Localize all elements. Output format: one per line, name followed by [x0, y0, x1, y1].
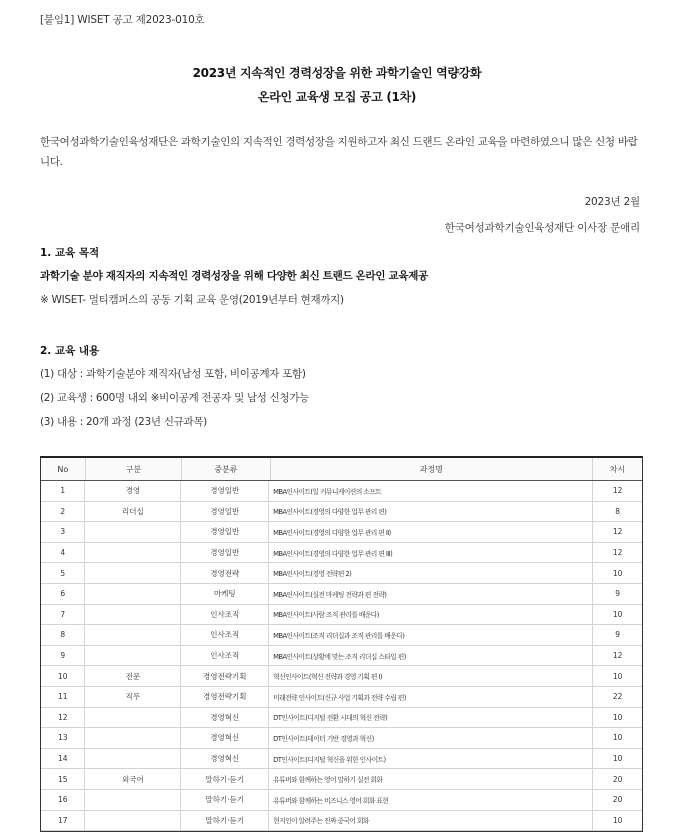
row-course-name: 유튜버와 함께하는 영어 말하기 실전 회화	[269, 769, 593, 789]
row-subcategory: 마케팅	[181, 584, 269, 604]
announcement-number: [붙임1] WISET 공고 제2023-010호	[40, 14, 205, 26]
row-number: 9	[41, 646, 85, 666]
row-course-name: MBA인사이트(경영의 다양한 업무 관리 편 II)	[269, 522, 593, 542]
table-row	[41, 563, 642, 584]
section1-note: ※ WISET- 멀티캠퍼스의 공동 기획 교육 운영(2019년부터 현재까지)	[40, 294, 344, 306]
row-subcategory: 말하기·듣기	[181, 769, 269, 789]
row-subcategory: 인사조직	[181, 625, 269, 645]
row-subcategory: 경영일반	[181, 481, 269, 501]
section2-item-capacity: (2) 교육생 : 600명 내외 ※비이공계 전공자 및 남성 신청가능	[40, 392, 310, 404]
row-course-name: DT인사이트(디지털 전환 시대의 혁신 전략)	[269, 708, 593, 728]
row-course-name: MBA인사이트(실전 마케팅 전략과 편 전략)	[269, 584, 593, 604]
row-subcategory: 경영혁신	[181, 708, 269, 728]
row-hours: 10	[612, 671, 623, 681]
table-row	[41, 625, 642, 646]
row-number: 11	[41, 687, 85, 707]
row-hours: 10	[612, 712, 623, 722]
section2-item-content: (3) 내용 : 20개 과정 (23년 신규과목)	[40, 416, 207, 428]
row-hours: 8	[615, 506, 621, 516]
intro-paragraph: 한국여성과학기술인육성재단은 과학기술인의 지속적인 경력성장을 지원하고자 최신 드랜드 온라인 교육을 마련하였으니 많은 신청 바랍니다.	[40, 136, 638, 168]
row-course-name: DT인사이트(디지털 혁신을 위한 인사이트)	[269, 749, 593, 769]
page-title-line2: 온라인 교육생 모집 공고 (1차)	[257, 90, 417, 104]
row-course-name: MBA인사이트(경영의 다양한 업무 관리 편 III)	[269, 543, 593, 563]
section1-purpose: 과학기술 분야 재직자의 지속적인 경력성장을 위해 다양한 최신 트랜드 온라인 교육제공	[40, 270, 428, 282]
row-category: 외국어	[85, 769, 181, 789]
row-category	[85, 646, 181, 666]
row-subcategory: 경영일반	[181, 543, 269, 563]
table-row	[41, 708, 642, 729]
row-hours: 9	[615, 630, 621, 640]
header-hours: 차시	[609, 464, 626, 474]
issuer-signature: 한국여성과학기술인육성재단 이사장 문애리	[444, 222, 640, 234]
row-subcategory: 경영전략기획	[181, 687, 269, 707]
row-subcategory: 경영혁신	[181, 728, 269, 748]
table-row	[41, 543, 642, 564]
table-row	[41, 646, 642, 667]
row-subcategory: 경영전략기획	[181, 666, 269, 686]
row-hours: 12	[612, 486, 623, 496]
row-number: 5	[41, 563, 85, 583]
table-row	[41, 790, 642, 811]
table-row	[41, 769, 642, 790]
row-number: 4	[41, 543, 85, 563]
table-row	[41, 584, 642, 605]
row-hours: 10	[612, 568, 623, 578]
row-category	[85, 728, 181, 748]
table-row	[41, 749, 642, 770]
row-subcategory: 경영혁신	[181, 749, 269, 769]
row-category	[85, 790, 181, 810]
row-hours: 10	[612, 609, 623, 619]
row-number: 14	[41, 749, 85, 769]
row-category: 리더십	[85, 502, 181, 522]
header-category: 구분	[86, 458, 182, 480]
header-course: 과정명	[271, 458, 593, 480]
header-no: No	[41, 458, 86, 480]
row-number: 2	[41, 502, 85, 522]
page-title-line1: 2023년 지속적인 경력성장을 위한 과학기술인 역량강화	[192, 66, 482, 80]
row-number: 3	[41, 522, 85, 542]
row-hours: 12	[612, 527, 623, 537]
row-category	[85, 584, 181, 604]
row-subcategory: 말하기·듣기	[181, 790, 269, 810]
table-header-row	[41, 458, 642, 481]
row-category	[85, 708, 181, 728]
row-category	[85, 625, 181, 645]
table-row	[41, 502, 642, 523]
row-number: 7	[41, 605, 85, 625]
row-course-name: DT인사이트(데이터 기반 경영과 혁신)	[269, 728, 593, 748]
table-row	[41, 728, 642, 749]
row-number: 8	[41, 625, 85, 645]
section1-heading: 1. 교육 목적	[40, 247, 100, 259]
row-subcategory: 말하기·듣기	[181, 811, 269, 831]
row-category	[85, 543, 181, 563]
row-course-name: 혁신인사이트(혁신 전략과 경영 기획 편 I)	[269, 666, 593, 686]
row-category	[85, 605, 181, 625]
header-subcategory: 중분류	[182, 458, 270, 480]
row-hours: 10	[612, 733, 623, 743]
row-category	[85, 811, 181, 831]
row-number: 15	[41, 769, 85, 789]
row-subcategory: 인사조직	[181, 605, 269, 625]
table-row	[41, 522, 642, 543]
row-subcategory: 경영일반	[181, 522, 269, 542]
row-category: 직무	[85, 687, 181, 707]
row-number: 6	[41, 584, 85, 604]
row-course-name: MBA인사이트(사람 조직 관리를 배운다)	[269, 605, 593, 625]
row-number: 10	[41, 666, 85, 686]
row-course-name: MBA인사이트(일 커뮤니케이션의 소프트	[269, 481, 593, 501]
row-hours: 20	[612, 774, 623, 784]
row-hours: 20	[612, 795, 623, 805]
row-category: 경영	[85, 481, 181, 501]
row-course-name: 현지인이 알려주는 진짜 중국어 회화	[269, 811, 593, 831]
table-row	[41, 481, 642, 502]
table-row	[41, 687, 642, 708]
row-subcategory: 인사조직	[181, 646, 269, 666]
row-subcategory: 경영전략	[181, 563, 269, 583]
row-course-name: MBA인사이트(경영의 다양한 업무 관리 편)	[269, 502, 593, 522]
row-hours: 10	[612, 754, 623, 764]
row-hours: 9	[615, 589, 621, 599]
row-course-name: MBA인사이트(경영 전략편 2)	[269, 563, 593, 583]
row-course-name: 미래전략 인사이트(신규 사업 기획과 전략 수립 편)	[269, 687, 593, 707]
row-hours: 10	[612, 815, 623, 825]
row-number: 16	[41, 790, 85, 810]
row-hours: 12	[612, 548, 623, 558]
row-hours: 12	[612, 651, 623, 661]
table-row	[41, 605, 642, 626]
announcement-date: 2023년 2월	[584, 196, 640, 208]
row-number: 17	[41, 811, 85, 831]
row-course-name: MBA인사이트(상황에 맞는 조직 리더십 스타일 편)	[269, 646, 593, 666]
row-category	[85, 749, 181, 769]
row-course-name: MBA인사이트(조직 리더십과 조직 관리를 배운다)	[269, 625, 593, 645]
section2-heading: 2. 교육 내용	[40, 345, 100, 357]
row-number: 13	[41, 728, 85, 748]
row-category	[85, 522, 181, 542]
row-number: 1	[41, 481, 85, 501]
row-category: 전문	[85, 666, 181, 686]
row-hours: 22	[612, 692, 623, 702]
row-category	[85, 563, 181, 583]
course-table	[40, 456, 643, 832]
table-row	[41, 666, 642, 687]
row-subcategory: 경영일반	[181, 502, 269, 522]
section2-item-target: (1) 대상 : 과학기술분야 재직자(남성 포함, 비이공계자 포함)	[40, 368, 306, 380]
row-number: 12	[41, 708, 85, 728]
row-course-name: 유튜버와 함께하는 비즈니스 영어 회화 표현	[269, 790, 593, 810]
